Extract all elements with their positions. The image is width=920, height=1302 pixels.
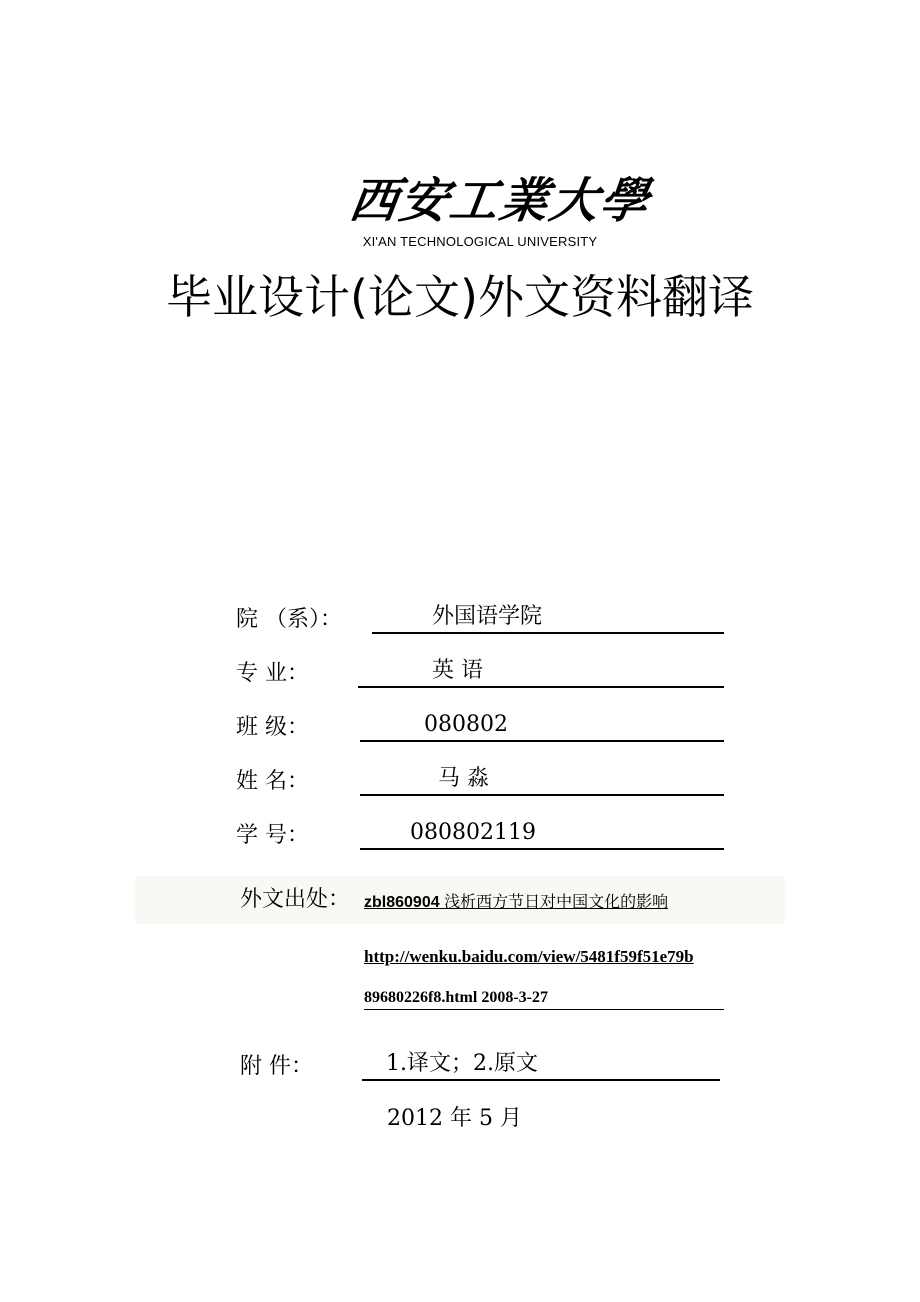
class-label: 班 级： bbox=[236, 715, 309, 740]
class-value: 080802 bbox=[424, 712, 508, 737]
attachment-field bbox=[362, 1049, 720, 1081]
major-value: 英 语 bbox=[432, 658, 483, 683]
class-field bbox=[360, 710, 724, 742]
university-logo-calligraphy: 西安工業大學 bbox=[346, 173, 654, 229]
name-value: 马 淼 bbox=[438, 766, 489, 791]
name-field bbox=[360, 764, 724, 796]
document-date: 2012 年 5 月 bbox=[387, 1106, 522, 1131]
student-id-value: 080802119 bbox=[410, 820, 536, 845]
department-value: 外国语学院 bbox=[432, 604, 543, 629]
source-label: 外文出处： bbox=[240, 887, 351, 912]
university-logo-english: XI'AN TECHNOLOGICAL UNIVERSITY bbox=[362, 234, 598, 249]
name-label: 姓 名： bbox=[236, 769, 309, 794]
source-code: zbl860904 bbox=[364, 894, 440, 911]
major-field bbox=[358, 656, 724, 688]
department-label: 院 （系）： bbox=[236, 607, 342, 632]
student-id-field bbox=[360, 818, 724, 850]
source-url-date-line: 89680226f8.html 2008-3-27 bbox=[364, 989, 548, 1006]
attachment-value: 1.译文；2.原文 bbox=[386, 1051, 538, 1076]
source-line-1 bbox=[364, 891, 668, 914]
department-field bbox=[372, 602, 724, 634]
page-title: 毕业设计(论文)外文资料翻译 bbox=[166, 270, 754, 324]
student-id-label: 学 号： bbox=[236, 823, 309, 848]
source-url-line[interactable]: http://wenku.baidu.com/view/5481f59f51e79b bbox=[364, 947, 694, 966]
attachment-label: 附 件： bbox=[240, 1054, 313, 1079]
major-label: 专 业： bbox=[236, 661, 309, 686]
source-title: 浅析西方节日对中国文化的影响 bbox=[444, 892, 669, 911]
